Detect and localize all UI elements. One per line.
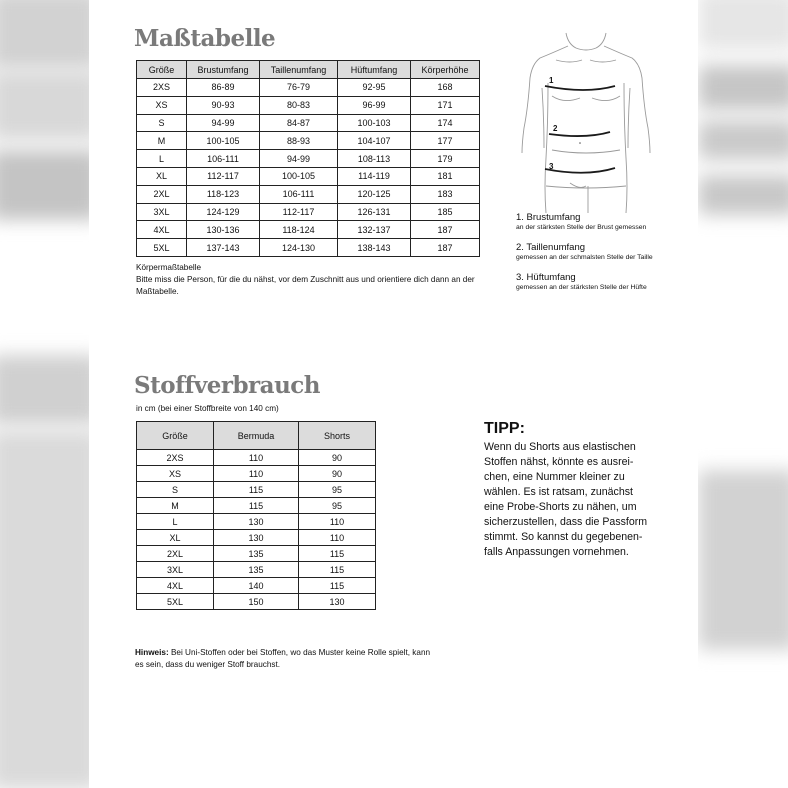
- cell-chest: 130-136: [187, 221, 260, 239]
- cell-size: XL: [137, 167, 187, 185]
- cell-bermuda: 150: [214, 594, 299, 610]
- size-chart-header-row: [137, 61, 480, 79]
- cell-hip: 126-131: [338, 203, 411, 221]
- legend-waist: [516, 242, 653, 262]
- cell-waist: 84-87: [260, 114, 338, 132]
- hip-measure-line: [545, 168, 615, 173]
- cell-size: 2XL: [137, 546, 214, 562]
- column-header-hip: Hüftumfang: [338, 61, 411, 79]
- tip-line: stimmt. So kannst du gegebenen-: [484, 531, 643, 543]
- cell-shorts: 90: [299, 466, 376, 482]
- cell-bermuda: 130: [214, 514, 299, 530]
- cell-chest: 86-89: [187, 79, 260, 97]
- cell-waist: 88-93: [260, 132, 338, 150]
- cell-size: 3XL: [137, 562, 214, 578]
- cell-size: XS: [137, 96, 187, 114]
- table-row: [137, 578, 376, 594]
- table-row: [137, 221, 480, 239]
- cell-shorts: 110: [299, 514, 376, 530]
- size-chart-table: [136, 60, 480, 257]
- table-row: [137, 530, 376, 546]
- tip-line: Stoffen nähst, könnte es ausrei-: [484, 456, 634, 468]
- table-row: [137, 562, 376, 578]
- cell-bermuda: 135: [214, 546, 299, 562]
- cell-size: 5XL: [137, 239, 187, 257]
- fabric-subtitle: in cm (bei einer Stoffbreite von 140 cm): [136, 404, 279, 413]
- cell-waist: 100-105: [260, 167, 338, 185]
- cell-hip: 92-95: [338, 79, 411, 97]
- table-row: [137, 114, 480, 132]
- cell-height: 168: [411, 79, 480, 97]
- cell-waist: 118-124: [260, 221, 338, 239]
- caption-text: Bitte miss die Person, für die du nähst, vor dem Zuschnitt aus und orientiere dich dann an der Maßtabelle.: [136, 275, 475, 296]
- table-row: [137, 450, 376, 466]
- legend-hip-title: 3. Hüftumfang: [516, 272, 576, 283]
- fabric-table: [136, 421, 376, 610]
- column-header-waist: Taillenumfang: [260, 61, 338, 79]
- tip-line: wählen. Es ist ratsam, zunächst: [484, 486, 633, 498]
- cell-height: 174: [411, 114, 480, 132]
- table-row: [137, 239, 480, 257]
- cell-shorts: 115: [299, 562, 376, 578]
- table-row: [137, 185, 480, 203]
- legend-waist-desc: gemessen an der schmalsten Stelle der Taille: [516, 254, 653, 261]
- table-row: [137, 79, 480, 97]
- tip-line: falls Anpassungen vornehmen.: [484, 546, 629, 558]
- cell-size: 4XL: [137, 221, 187, 239]
- cell-size: 2XS: [137, 79, 187, 97]
- cell-hip: 138-143: [338, 239, 411, 257]
- cell-waist: 106-111: [260, 185, 338, 203]
- fabric-note: [135, 647, 435, 671]
- legend-hip-desc: gemessen an der stärksten Stelle der Hüfte: [516, 284, 647, 291]
- cell-hip: 100-103: [338, 114, 411, 132]
- cell-hip: 108-113: [338, 150, 411, 168]
- cell-bermuda: 130: [214, 530, 299, 546]
- tip-line: chen, eine Nummer kleiner zu: [484, 471, 625, 483]
- tip-line: sicherzustellen, dass die Passform: [484, 516, 648, 528]
- cell-chest: 90-93: [187, 96, 260, 114]
- cell-size: XS: [137, 466, 214, 482]
- column-header-size: Größe: [137, 61, 187, 79]
- cell-hip: 104-107: [338, 132, 411, 150]
- cell-size: M: [137, 132, 187, 150]
- cell-chest: 137-143: [187, 239, 260, 257]
- cell-shorts: 110: [299, 530, 376, 546]
- column-header-bermuda: Bermuda: [214, 422, 299, 450]
- cell-chest: 94-99: [187, 114, 260, 132]
- cell-bermuda: 110: [214, 450, 299, 466]
- column-header-shorts: Shorts: [299, 422, 376, 450]
- cell-shorts: 95: [299, 498, 376, 514]
- cell-bermuda: 140: [214, 578, 299, 594]
- cell-shorts: 90: [299, 450, 376, 466]
- document-page: [89, 0, 698, 788]
- blurred-background-left: [0, 0, 89, 788]
- size-chart-caption: [136, 262, 486, 298]
- cell-chest: 106-111: [187, 150, 260, 168]
- cell-height: 187: [411, 239, 480, 257]
- fabric-title: Stoffverbrauch: [134, 372, 321, 399]
- marker-1: 1: [549, 76, 554, 85]
- cell-size: L: [137, 150, 187, 168]
- marker-3: 3: [549, 162, 554, 171]
- tip-title: TIPP:: [484, 420, 525, 437]
- cell-waist: 112-117: [260, 203, 338, 221]
- cell-size: S: [137, 114, 187, 132]
- cell-waist: 124-130: [260, 239, 338, 257]
- cell-shorts: 95: [299, 482, 376, 498]
- cell-shorts: 115: [299, 546, 376, 562]
- cell-height: 181: [411, 167, 480, 185]
- cell-size: 2XS: [137, 450, 214, 466]
- column-header-chest: Brustumfang: [187, 61, 260, 79]
- column-header-size: Größe: [137, 422, 214, 450]
- legend-hip: [516, 272, 647, 292]
- cell-size: 2XL: [137, 185, 187, 203]
- cell-height: 183: [411, 185, 480, 203]
- legend-chest-title: 1. Brustumfang: [516, 212, 581, 223]
- body-measurement-figure: [500, 28, 680, 213]
- cell-waist: 80-83: [260, 96, 338, 114]
- legend-chest: [516, 212, 646, 232]
- blurred-background-right: [698, 0, 788, 788]
- cell-size: M: [137, 498, 214, 514]
- cell-bermuda: 115: [214, 482, 299, 498]
- cell-height: 177: [411, 132, 480, 150]
- cell-height: 179: [411, 150, 480, 168]
- cell-bermuda: 135: [214, 562, 299, 578]
- cell-waist: 94-99: [260, 150, 338, 168]
- cell-chest: 124-129: [187, 203, 260, 221]
- note-text: Bei Uni-Stoffen oder bei Stoffen, wo das Muster keine Rolle spielt, kann es sein, dass du weniger Stoff brauchst.: [135, 648, 431, 669]
- chest-measure-line: [545, 86, 615, 90]
- table-row: [137, 132, 480, 150]
- tip-text: [484, 440, 669, 560]
- table-row: [137, 203, 480, 221]
- fabric-header-row: [137, 422, 376, 450]
- table-row: [137, 466, 376, 482]
- legend-waist-title: 2. Taillenumfang: [516, 242, 586, 253]
- column-header-height: Körperhöhe: [411, 61, 480, 79]
- cell-hip: 114-119: [338, 167, 411, 185]
- cell-hip: 120-125: [338, 185, 411, 203]
- cell-shorts: 115: [299, 578, 376, 594]
- cell-hip: 96-99: [338, 96, 411, 114]
- cell-chest: 118-123: [187, 185, 260, 203]
- note-label: Hinweis:: [135, 648, 169, 657]
- cell-chest: 112-117: [187, 167, 260, 185]
- cell-size: XL: [137, 530, 214, 546]
- cell-bermuda: 110: [214, 466, 299, 482]
- cell-size: S: [137, 482, 214, 498]
- caption-title: Körpermaßtabelle: [136, 263, 202, 272]
- table-row: [137, 96, 480, 114]
- cell-chest: 100-105: [187, 132, 260, 150]
- table-row: [137, 594, 376, 610]
- waist-measure-line: [549, 132, 610, 136]
- marker-2: 2: [553, 124, 558, 133]
- table-row: [137, 150, 480, 168]
- table-row: [137, 167, 480, 185]
- cell-size: L: [137, 514, 214, 530]
- tip-line: Wenn du Shorts aus elastischen: [484, 441, 636, 453]
- cell-size: 5XL: [137, 594, 214, 610]
- cell-height: 187: [411, 221, 480, 239]
- cell-hip: 132-137: [338, 221, 411, 239]
- tip-line: eine Probe-Shorts zu nähen, um: [484, 501, 637, 513]
- cell-waist: 76-79: [260, 79, 338, 97]
- cell-size: 3XL: [137, 203, 187, 221]
- cell-height: 171: [411, 96, 480, 114]
- table-row: [137, 482, 376, 498]
- cell-height: 185: [411, 203, 480, 221]
- size-chart-title: Maßtabelle: [134, 25, 276, 52]
- cell-size: 4XL: [137, 578, 214, 594]
- table-row: [137, 546, 376, 562]
- cell-bermuda: 115: [214, 498, 299, 514]
- table-row: [137, 498, 376, 514]
- cell-shorts: 130: [299, 594, 376, 610]
- legend-chest-desc: an der stärksten Stelle der Brust gemessen: [516, 224, 647, 231]
- table-row: [137, 514, 376, 530]
